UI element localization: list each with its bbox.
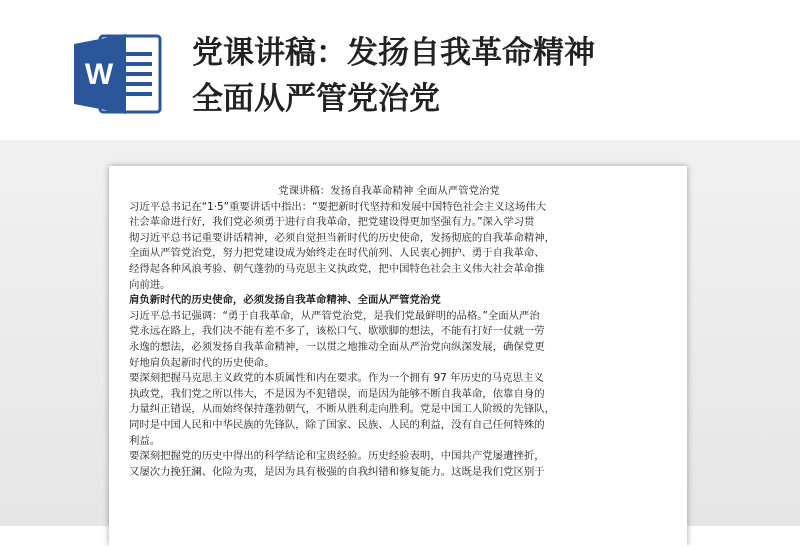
document-page xyxy=(109,166,687,546)
header-banner xyxy=(0,0,800,140)
document-line: 向前进。 xyxy=(129,278,171,291)
document-line: 全面从严管党治党，努力把党建设成为始终走在时代前列、人民衷心拥护、勇于自我革命、 xyxy=(129,247,545,260)
document-line: 永逸的想法，必须发扬自我革命精神，一以贯之地推动全面从严治党向纵深发展，确保党更 xyxy=(129,340,545,353)
page-title xyxy=(192,30,792,122)
document-line: 党永远在路上，我们决不能有差不多了，该松口气、歇歇脚的想法，不能有打好一仗就一劳 xyxy=(129,325,545,338)
document-line: 社会革命进行好，我们党必须勇于进行自我革命，把党建设得更加坚强有力。”深入学习贯 xyxy=(129,216,535,229)
document-line: 又屡次力挽狂澜、化险为夷，是因为具有极强的自我纠错和修复能力。这既是我们党区别于 xyxy=(129,465,545,478)
document-line: 要深刻把握马克思主义政党的本质属性和内在要求。作为一个拥有 97 年历史的马克思主义 xyxy=(129,372,544,385)
document-heading: 党课讲稿：发扬自我革命精神 全面从严管党治党 xyxy=(278,185,500,197)
word-document-icon xyxy=(74,30,166,118)
document-line: 执政党，我们党之所以伟大，不是因为不犯错误，而是因为能够不断自我革命，依靠自身的 xyxy=(129,387,545,400)
document-line: 利益。 xyxy=(129,434,161,447)
section-heading: 肩负新时代的历史使命，必须发扬自我革命精神、全面从严管党治党 xyxy=(129,294,441,307)
document-line: 同时是中国人民和中华民族的先锋队，除了国家、民族、人民的利益，没有自己任何特殊的 xyxy=(129,418,545,431)
title-line-1: 党课讲稿：发扬自我革命精神 xyxy=(192,35,595,71)
document-line: 力量纠正错误，从而始终保持蓬勃朝气，不断从胜利走向胜利。党是中国工人阶级的先锋队， xyxy=(129,403,556,416)
word-icon-letter: W xyxy=(84,58,114,91)
document-line: 彻习近平总书记重要讲话精神，必须自觉担当新时代的历史使命，发扬彻底的自我革命精神， xyxy=(129,231,556,244)
document-line: 习近平总书记在“1·5”重要讲话中指出：“要把新时代坚持和发展中国特色社会主义这场伟大 xyxy=(129,200,547,213)
document-line: 习近平总书记强调：“勇于自我革命，从严管党治党，是我们党最鲜明的品格。”全面从严治 xyxy=(129,309,540,322)
document-line: 要深刻把握党的历史中得出的科学结论和宝贵经验。历史经验表明，中国共产党屡遭挫折， xyxy=(129,450,545,463)
document-line: 好地肩负起新时代的历史使命。 xyxy=(129,356,275,369)
document-body xyxy=(129,184,649,480)
document-line: 经得起各种风浪考验、朝气蓬勃的马克思主义执政党，把中国特色社会主义伟大社会革命推 xyxy=(129,262,545,275)
title-line-2: 全面从严管党治党 xyxy=(192,81,440,117)
